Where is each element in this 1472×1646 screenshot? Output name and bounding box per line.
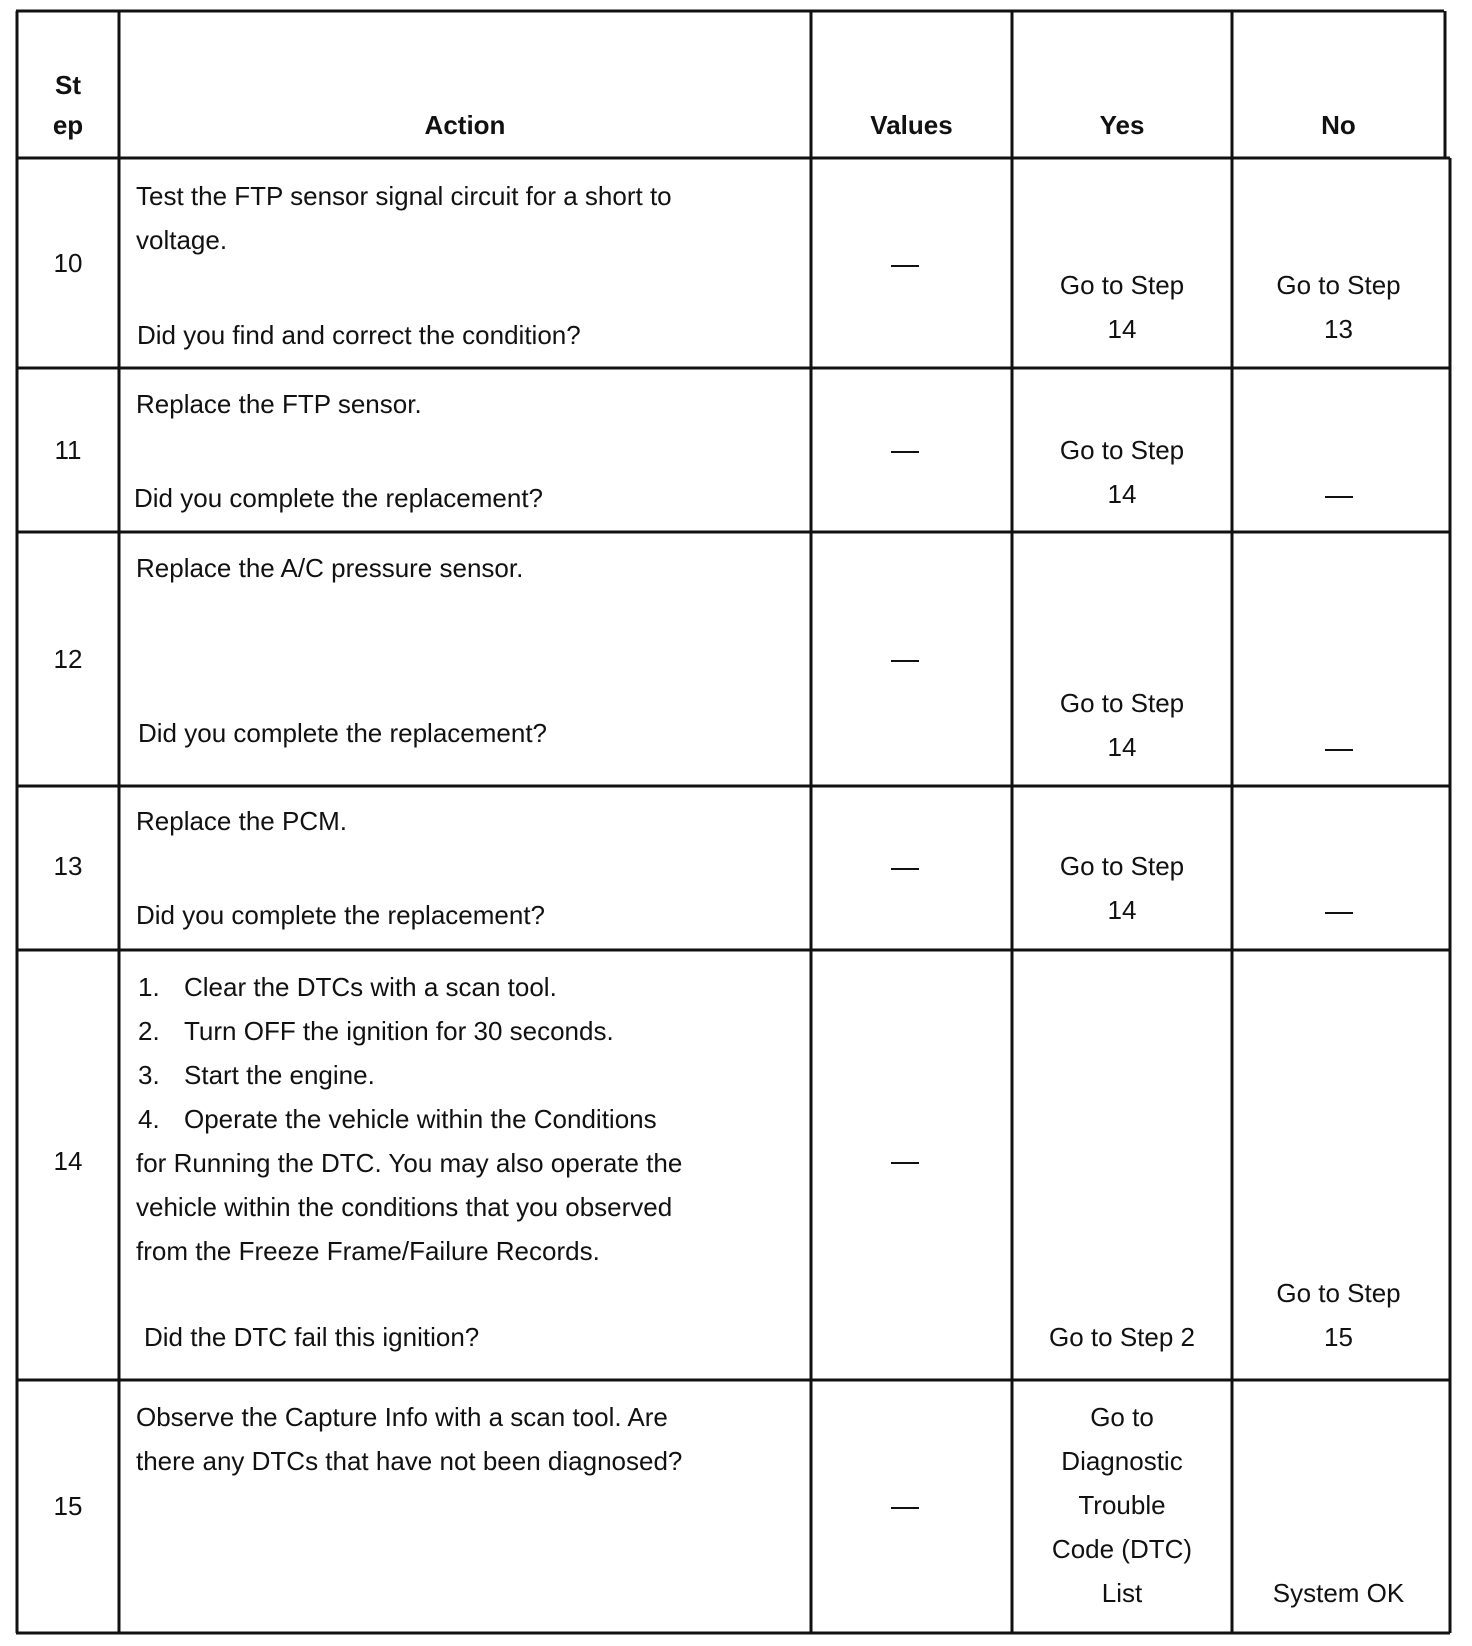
- step-number: 14: [53, 1146, 83, 1176]
- action-text: Test the FTP sensor signal circuit for a short to: [136, 181, 672, 211]
- values-dash: [891, 1162, 919, 1164]
- yes-action: List: [1101, 1578, 1143, 1608]
- no-dash: [1325, 912, 1353, 914]
- action-text: there any DTCs that have not been diagnosed?: [136, 1446, 683, 1476]
- no-dash: [1325, 749, 1353, 751]
- no-action: Go to Step: [1276, 1278, 1401, 1308]
- list-number: 4.: [138, 1104, 160, 1134]
- step-number: 12: [53, 644, 83, 674]
- yes-action: Go to Step 2: [1049, 1322, 1195, 1352]
- yes-action: Go to: [1090, 1402, 1154, 1432]
- yes-step: 14: [1107, 479, 1137, 509]
- yes-step: 14: [1107, 895, 1137, 925]
- header-action: Action: [424, 110, 506, 140]
- list-number: 1.: [138, 972, 160, 1002]
- no-dash: [1325, 496, 1353, 498]
- values-dash: [891, 451, 919, 453]
- no-step: 13: [1324, 314, 1353, 344]
- values-dash: [891, 265, 919, 267]
- yes-action: Go to Step: [1059, 435, 1185, 465]
- action-question: Did the DTC fail this ignition?: [144, 1322, 480, 1352]
- step-number: 15: [53, 1491, 83, 1521]
- yes-step: 14: [1107, 314, 1137, 344]
- values-dash: [891, 660, 919, 662]
- action-question: Did you complete the replacement?: [136, 900, 546, 930]
- yes-action: Diagnostic: [1061, 1446, 1183, 1476]
- yes-action: Go to Step: [1059, 851, 1185, 881]
- values-dash: [891, 1507, 919, 1509]
- list-item: Start the engine.: [184, 1060, 375, 1090]
- no-action: System OK: [1272, 1578, 1405, 1608]
- step-number: 13: [53, 851, 83, 881]
- no-step: 15: [1324, 1322, 1353, 1352]
- action-text: from the Freeze Frame/Failure Records.: [136, 1236, 600, 1266]
- header-step-line1: St: [55, 70, 81, 100]
- action-question: Did you complete the replacement?: [134, 483, 544, 513]
- action-question: Did you complete the replacement?: [138, 718, 548, 748]
- step-number: 11: [54, 435, 82, 465]
- step-number: 10: [53, 248, 83, 278]
- yes-action: Code (DTC): [1051, 1534, 1193, 1564]
- yes-action: Trouble: [1078, 1490, 1166, 1520]
- header-step-line2: ep: [52, 110, 84, 140]
- action-text: Replace the A/C pressure sensor.: [136, 553, 524, 583]
- list-item: Turn OFF the ignition for 30 seconds.: [184, 1016, 614, 1046]
- list-item: Clear the DTCs with a scan tool.: [184, 972, 557, 1002]
- no-action: Go to Step: [1276, 270, 1401, 300]
- values-dash: [891, 868, 919, 870]
- list-number: 2.: [138, 1016, 160, 1046]
- yes-action: Go to Step: [1059, 688, 1185, 718]
- yes-action: Go to Step: [1059, 270, 1185, 300]
- action-question: Did you find and correct the condition?: [137, 320, 581, 350]
- list-number: 3.: [138, 1060, 160, 1090]
- action-text: Replace the PCM.: [136, 806, 347, 836]
- header-values: Values: [870, 110, 953, 140]
- header-yes: Yes: [1099, 110, 1145, 140]
- header-no: No: [1321, 110, 1356, 140]
- action-text: Observe the Capture Info with a scan tool. Are: [136, 1402, 668, 1432]
- action-text: voltage.: [136, 225, 228, 255]
- list-item: Operate the vehicle within the Conditions: [184, 1104, 657, 1134]
- action-text: vehicle within the conditions that you observed: [136, 1192, 673, 1222]
- action-text: for Running the DTC. You may also operate the: [136, 1148, 683, 1178]
- yes-step: 14: [1107, 732, 1137, 762]
- action-text: Replace the FTP sensor.: [136, 389, 422, 419]
